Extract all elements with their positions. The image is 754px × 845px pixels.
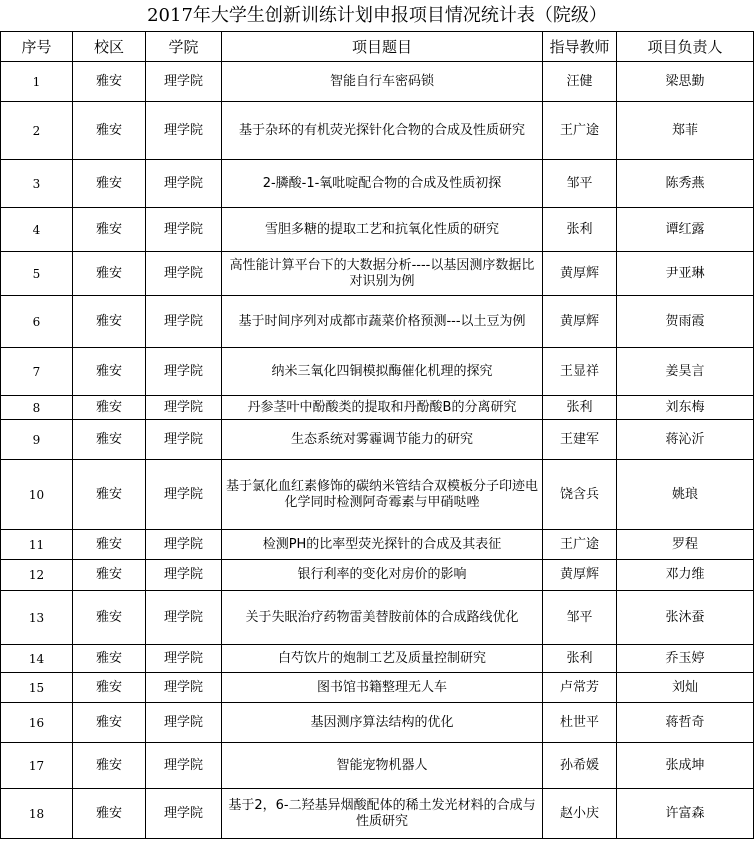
cell-no: 17 bbox=[1, 743, 73, 789]
cell-leader: 邓力维 bbox=[617, 560, 754, 591]
table-row bbox=[1, 460, 754, 530]
cell-project: 智能自行车密码锁 bbox=[222, 62, 543, 102]
cell-project: 银行利率的变化对房价的影响 bbox=[222, 560, 543, 591]
table-row bbox=[1, 560, 754, 591]
cell-no: 16 bbox=[1, 703, 73, 743]
cell-college: 理学院 bbox=[146, 673, 222, 703]
cell-advisor: 王建军 bbox=[543, 420, 617, 460]
cell-project: 智能宠物机器人 bbox=[222, 743, 543, 789]
cell-advisor: 卢常芳 bbox=[543, 673, 617, 703]
cell-advisor: 王广途 bbox=[543, 530, 617, 560]
cell-no: 14 bbox=[1, 645, 73, 673]
table-row bbox=[1, 703, 754, 743]
cell-advisor: 王显祥 bbox=[543, 348, 617, 396]
table-row bbox=[1, 789, 754, 839]
cell-project: 丹参茎叶中酚酸类的提取和丹酚酸B的分离研究 bbox=[222, 396, 543, 420]
table-header-row bbox=[1, 32, 754, 62]
table-row bbox=[1, 673, 754, 703]
cell-leader: 郑菲 bbox=[617, 102, 754, 160]
column-header-no: 序号 bbox=[1, 32, 73, 62]
cell-campus: 雅安 bbox=[73, 703, 146, 743]
cell-no: 2 bbox=[1, 102, 73, 160]
cell-advisor: 王广途 bbox=[543, 102, 617, 160]
cell-college: 理学院 bbox=[146, 420, 222, 460]
cell-advisor: 黄厚辉 bbox=[543, 296, 617, 348]
cell-leader: 刘灿 bbox=[617, 673, 754, 703]
cell-leader: 蒋哲奇 bbox=[617, 703, 754, 743]
cell-leader: 刘东梅 bbox=[617, 396, 754, 420]
cell-college: 理学院 bbox=[146, 743, 222, 789]
cell-campus: 雅安 bbox=[73, 252, 146, 296]
cell-campus: 雅安 bbox=[73, 460, 146, 530]
cell-advisor: 饶含兵 bbox=[543, 460, 617, 530]
cell-project: 关于失眠治疗药物雷美替胺前体的合成路线优化 bbox=[222, 591, 543, 645]
cell-project: 纳米三氧化四铜模拟酶催化机理的探究 bbox=[222, 348, 543, 396]
cell-campus: 雅安 bbox=[73, 396, 146, 420]
table-row bbox=[1, 296, 754, 348]
column-header-leader: 项目负责人 bbox=[617, 32, 754, 62]
cell-leader: 尹亚琳 bbox=[617, 252, 754, 296]
cell-college: 理学院 bbox=[146, 645, 222, 673]
cell-campus: 雅安 bbox=[73, 420, 146, 460]
cell-no: 18 bbox=[1, 789, 73, 839]
cell-campus: 雅安 bbox=[73, 645, 146, 673]
cell-no: 5 bbox=[1, 252, 73, 296]
cell-college: 理学院 bbox=[146, 789, 222, 839]
cell-advisor: 孙希媛 bbox=[543, 743, 617, 789]
cell-campus: 雅安 bbox=[73, 789, 146, 839]
cell-no: 9 bbox=[1, 420, 73, 460]
cell-project: 图书馆书籍整理无人车 bbox=[222, 673, 543, 703]
cell-college: 理学院 bbox=[146, 252, 222, 296]
cell-campus: 雅安 bbox=[73, 743, 146, 789]
cell-project: 检测PH的比率型荧光探针的合成及其表征 bbox=[222, 530, 543, 560]
cell-no: 1 bbox=[1, 62, 73, 102]
cell-campus: 雅安 bbox=[73, 591, 146, 645]
cell-leader: 蒋沁沂 bbox=[617, 420, 754, 460]
cell-leader: 张沐蚕 bbox=[617, 591, 754, 645]
cell-campus: 雅安 bbox=[73, 348, 146, 396]
cell-leader: 贺雨霞 bbox=[617, 296, 754, 348]
cell-campus: 雅安 bbox=[73, 296, 146, 348]
cell-advisor: 汪健 bbox=[543, 62, 617, 102]
cell-advisor: 黄厚辉 bbox=[543, 560, 617, 591]
cell-project: 基于氯化血红素修饰的碳纳米管结合双模板分子印迹电化学同时检测阿奇霉素与甲硝哒唑 bbox=[222, 460, 543, 530]
cell-campus: 雅安 bbox=[73, 560, 146, 591]
table-row bbox=[1, 348, 754, 396]
cell-leader: 乔玉婷 bbox=[617, 645, 754, 673]
cell-advisor: 张利 bbox=[543, 396, 617, 420]
column-header-advisor: 指导教师 bbox=[543, 32, 617, 62]
cell-advisor: 黄厚辉 bbox=[543, 252, 617, 296]
cell-no: 8 bbox=[1, 396, 73, 420]
table-row bbox=[1, 396, 754, 420]
cell-college: 理学院 bbox=[146, 208, 222, 252]
cell-leader: 梁思勤 bbox=[617, 62, 754, 102]
cell-campus: 雅安 bbox=[73, 62, 146, 102]
cell-leader: 陈秀燕 bbox=[617, 160, 754, 208]
cell-project: 基于时间序列对成都市蔬菜价格预测---以土豆为例 bbox=[222, 296, 543, 348]
cell-college: 理学院 bbox=[146, 396, 222, 420]
cell-no: 6 bbox=[1, 296, 73, 348]
cell-advisor: 邹平 bbox=[543, 591, 617, 645]
cell-college: 理学院 bbox=[146, 160, 222, 208]
project-table bbox=[0, 31, 754, 839]
cell-college: 理学院 bbox=[146, 348, 222, 396]
cell-leader: 罗程 bbox=[617, 530, 754, 560]
cell-college: 理学院 bbox=[146, 560, 222, 591]
cell-leader: 谭红露 bbox=[617, 208, 754, 252]
cell-no: 10 bbox=[1, 460, 73, 530]
cell-college: 理学院 bbox=[146, 62, 222, 102]
cell-advisor: 张利 bbox=[543, 208, 617, 252]
cell-no: 11 bbox=[1, 530, 73, 560]
cell-project: 基于杂环的有机荧光探针化合物的合成及性质研究 bbox=[222, 102, 543, 160]
table-row bbox=[1, 62, 754, 102]
cell-advisor: 张利 bbox=[543, 645, 617, 673]
cell-advisor: 杜世平 bbox=[543, 703, 617, 743]
cell-project: 基于2，6-二羟基异烟酸配体的稀土发光材料的合成与性质研究 bbox=[222, 789, 543, 839]
cell-project: 高性能计算平台下的大数据分析----以基因测序数据比对识别为例 bbox=[222, 252, 543, 296]
cell-project: 生态系统对雾霾调节能力的研究 bbox=[222, 420, 543, 460]
table-row bbox=[1, 530, 754, 560]
cell-college: 理学院 bbox=[146, 460, 222, 530]
cell-no: 15 bbox=[1, 673, 73, 703]
cell-college: 理学院 bbox=[146, 591, 222, 645]
table-row bbox=[1, 645, 754, 673]
table-row bbox=[1, 102, 754, 160]
table-row bbox=[1, 591, 754, 645]
cell-no: 7 bbox=[1, 348, 73, 396]
cell-campus: 雅安 bbox=[73, 208, 146, 252]
cell-college: 理学院 bbox=[146, 703, 222, 743]
cell-campus: 雅安 bbox=[73, 102, 146, 160]
cell-project: 2-膦酸-1-氧吡啶配合物的合成及性质初探 bbox=[222, 160, 543, 208]
table-row bbox=[1, 420, 754, 460]
table-row bbox=[1, 208, 754, 252]
cell-no: 13 bbox=[1, 591, 73, 645]
cell-campus: 雅安 bbox=[73, 530, 146, 560]
cell-advisor: 赵小庆 bbox=[543, 789, 617, 839]
table-row bbox=[1, 252, 754, 296]
cell-leader: 姜昊言 bbox=[617, 348, 754, 396]
cell-project: 基因测序算法结构的优化 bbox=[222, 703, 543, 743]
cell-college: 理学院 bbox=[146, 296, 222, 348]
page-title: 2017年大学生创新训练计划申报项目情况统计表（院级） bbox=[147, 5, 607, 26]
cell-no: 3 bbox=[1, 160, 73, 208]
cell-leader: 张成坤 bbox=[617, 743, 754, 789]
column-header-campus: 校区 bbox=[73, 32, 146, 62]
column-header-project: 项目题目 bbox=[222, 32, 543, 62]
cell-advisor: 邹平 bbox=[543, 160, 617, 208]
table-row bbox=[1, 743, 754, 789]
cell-no: 12 bbox=[1, 560, 73, 591]
cell-campus: 雅安 bbox=[73, 160, 146, 208]
cell-no: 4 bbox=[1, 208, 73, 252]
cell-campus: 雅安 bbox=[73, 673, 146, 703]
cell-leader: 许富森 bbox=[617, 789, 754, 839]
table-row bbox=[1, 160, 754, 208]
column-header-college: 学院 bbox=[146, 32, 222, 62]
cell-college: 理学院 bbox=[146, 530, 222, 560]
cell-leader: 姚琅 bbox=[617, 460, 754, 530]
cell-project: 雪胆多糖的提取工艺和抗氧化性质的研究 bbox=[222, 208, 543, 252]
cell-project: 白芍饮片的炮制工艺及质量控制研究 bbox=[222, 645, 543, 673]
cell-college: 理学院 bbox=[146, 102, 222, 160]
